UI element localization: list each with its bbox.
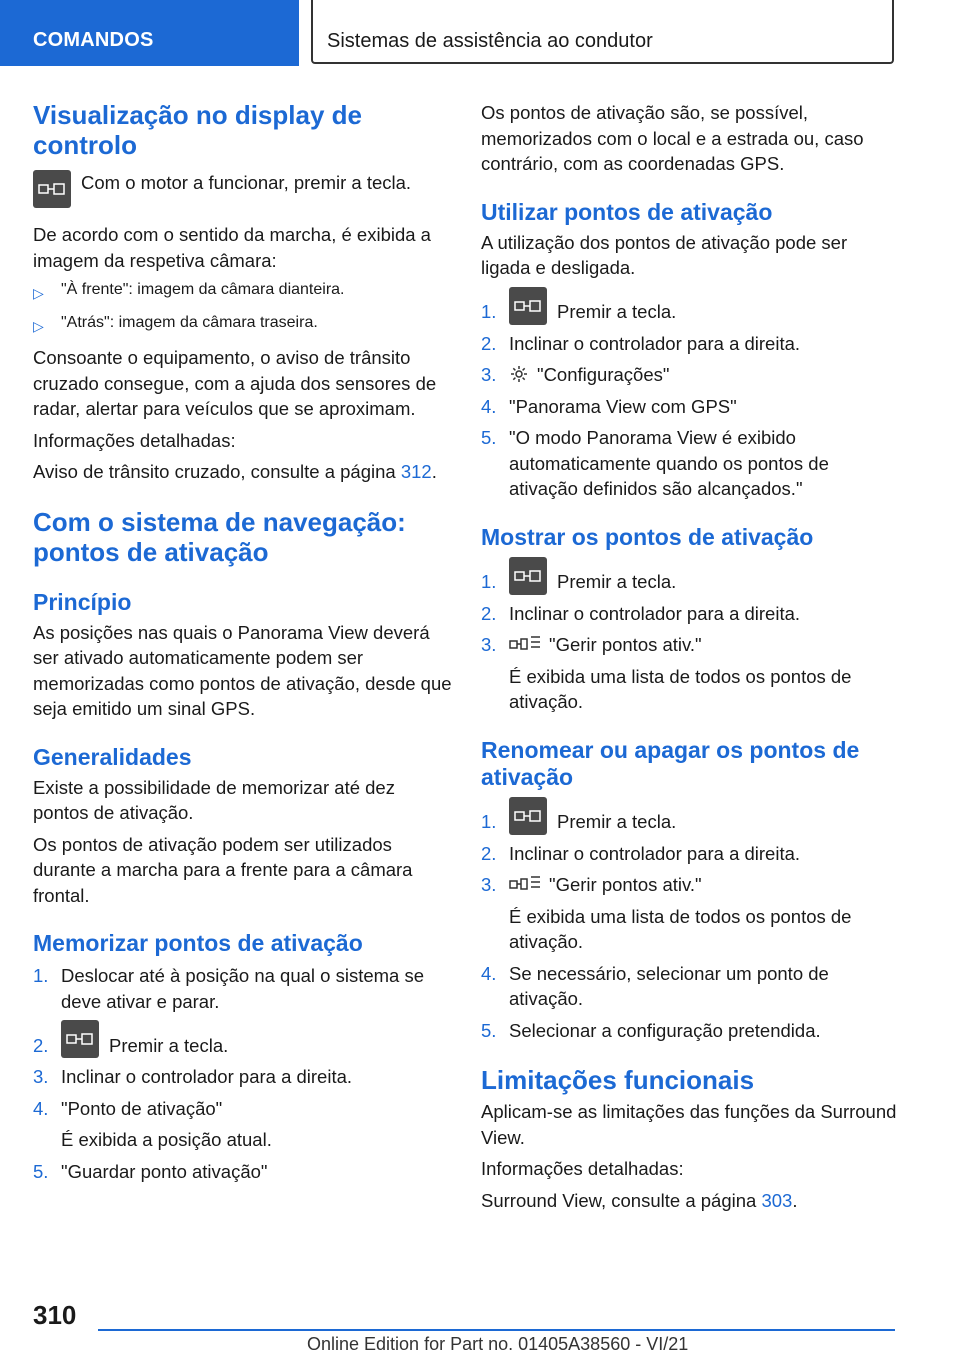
step-text: Premir a tecla. xyxy=(109,1034,229,1056)
list-item xyxy=(481,394,901,420)
step-subtext: É exibida uma lista de todos os pontos de ativação. xyxy=(509,665,852,712)
step-text: Premir a tecla. xyxy=(557,301,677,322)
camera-key-icon xyxy=(33,170,71,208)
generalidades-text-1: Existe a possibilidade de memorizar até dez pontos de ativação. xyxy=(33,776,395,823)
bullet-item xyxy=(33,281,453,306)
triangle-bullet-icon: ▷ xyxy=(33,318,44,334)
top-text: Os pontos de ativação são, se possível, memorizados com o local e a estrada ou, caso contrário, com as coordenadas GPS. xyxy=(481,102,864,174)
camera-key-icon xyxy=(509,557,547,595)
step-text: Inclinar o controlador para a direita. xyxy=(509,332,801,354)
step-text: Selecionar a configuração pretendida. xyxy=(509,1019,821,1041)
step-text: Premir a tecla. xyxy=(557,571,677,592)
step-number: 2. xyxy=(481,842,497,864)
list-item xyxy=(33,963,453,1014)
camera-list-icon xyxy=(509,874,541,894)
step-text: "Gerir pontos ativ." xyxy=(549,634,702,655)
utilizar-text: A utilização dos pontos de ativação pode ser ligada e desligada. xyxy=(481,231,848,278)
heading-memorizar: Memorizar pontos de ativação xyxy=(33,930,363,956)
camera-key-icon xyxy=(61,1020,99,1058)
step-text: Inclinar o controlador para a direita. xyxy=(61,1066,353,1087)
aviso-text: Aviso de trânsito cruzado, consulte a página 312. xyxy=(33,461,437,482)
step-number: 3. xyxy=(33,1066,49,1087)
heading-mostrar: Mostrar os pontos de ativação xyxy=(481,523,814,550)
step-text: "O modo Panorama View é exibido automaticamente quando os pontos de ativação definidos são alcançados." xyxy=(509,427,829,499)
edition-text: Online Edition for Part no. 01405A38560 - VI/21 xyxy=(307,1334,689,1354)
list-item xyxy=(481,797,901,835)
step-text: Inclinar o controlador para a direita. xyxy=(509,842,801,864)
footer-rule xyxy=(98,1329,895,1331)
step-number: 2. xyxy=(33,1034,49,1056)
chapter-tab xyxy=(0,0,299,66)
list-item xyxy=(33,1159,453,1185)
bullet-item xyxy=(33,314,453,339)
step-text: "Ponto de ativação" xyxy=(61,1097,223,1119)
camera-list-icon xyxy=(509,634,541,654)
step-text: "Gerir pontos ativ." xyxy=(549,874,702,895)
list-item xyxy=(481,841,901,867)
gear-icon xyxy=(509,364,529,384)
step-subtext: É exibida uma lista de todos os pontos de ativação. xyxy=(509,905,852,952)
step-number: 3. xyxy=(481,874,497,895)
surround-text: Surround View, consulte a página 303. xyxy=(481,1189,798,1211)
info-text: Informações detalhadas: xyxy=(481,1158,684,1179)
limitacoes-text: Aplicam-se as limitações das funções da Surround View. xyxy=(481,1101,897,1148)
aviso-label: Aviso de trânsito cruzado, consulte a página xyxy=(33,461,396,482)
heading-principio: Princípio xyxy=(33,588,132,615)
step-number: 3. xyxy=(481,634,497,655)
chapter-label: COMANDOS xyxy=(33,29,154,51)
heading-utilizar: Utilizar pontos de ativação xyxy=(481,198,773,225)
generalidades-text-2: Os pontos de ativação podem ser utilizados durante a marcha para a frente para a câmara frontal. xyxy=(33,833,413,906)
consoante-text: Consoante o equipamento, o aviso de trânsito cruzado consegue, com a ajuda dos sensores de radar, alertar para veículos que se aproximam. xyxy=(33,347,437,419)
step-subtext: É exibida a posição atual. xyxy=(61,1129,272,1150)
step-number: 5. xyxy=(481,1019,497,1041)
step-text: Deslocar até à posição na qual o sistema se deve ativar e parar. xyxy=(61,965,425,1012)
principio-text: As posições nas quais o Panorama View deverá ser ativado automaticamente podem ser memorizadas como pontos de ativação, desde que seja emitido um sinal GPS. xyxy=(33,621,452,719)
list-item xyxy=(481,287,901,325)
step-number: 4. xyxy=(33,1097,49,1119)
heading-display: Visualização no display de controlo xyxy=(33,100,362,160)
section-tab xyxy=(311,0,894,64)
page-link-303[interactable]: 303 xyxy=(761,1189,793,1211)
list-item xyxy=(481,632,901,658)
step-number: 2. xyxy=(481,332,497,354)
step-number: 1. xyxy=(33,965,49,986)
step-text: Se necessário, selecionar um ponto de ativação. xyxy=(509,962,829,1009)
list-item xyxy=(481,362,901,388)
step-number: 4. xyxy=(481,962,497,984)
step-number: 1. xyxy=(481,571,497,592)
step-text: "Configurações" xyxy=(537,364,670,385)
list-item xyxy=(481,331,901,357)
page-link-312[interactable]: 312 xyxy=(400,461,432,482)
list-item xyxy=(33,1020,453,1058)
camera-key-icon xyxy=(509,287,547,325)
motor-instruction xyxy=(33,170,453,208)
step-text: Premir a tecla. xyxy=(557,811,677,832)
step-number: 3. xyxy=(481,364,497,385)
list-item xyxy=(481,961,901,1012)
left-column xyxy=(33,100,453,1184)
step-number: 5. xyxy=(481,427,497,448)
right-column xyxy=(481,100,901,1213)
list-item xyxy=(481,872,901,898)
step-number: 1. xyxy=(481,811,497,832)
list-item xyxy=(481,425,901,502)
step-number: 5. xyxy=(33,1160,49,1182)
step-text: Inclinar o controlador para a direita. xyxy=(509,602,801,624)
acordo-text: De acordo com o sentido da marcha, é exibida a imagem da respetiva câmara: xyxy=(33,224,431,271)
camera-key-icon xyxy=(509,797,547,835)
page-number: 310 xyxy=(33,1300,77,1330)
list-item xyxy=(481,601,901,627)
surround-label: Surround View, consulte a página xyxy=(481,1189,757,1211)
bullet-text: "À frente": imagem da câmara dianteira. xyxy=(61,281,345,298)
list-item xyxy=(481,1018,901,1044)
list-item xyxy=(33,1064,453,1090)
step-number: 2. xyxy=(481,602,497,624)
heading-limitacoes: Limitações funcionais xyxy=(481,1065,755,1095)
section-title: Sistemas de assistência ao condutor xyxy=(327,30,653,52)
triangle-bullet-icon: ▷ xyxy=(33,285,44,301)
list-item xyxy=(481,557,901,595)
motor-text: Com o motor a funcionar, premir a tecla. xyxy=(81,172,412,193)
step-text: "Guardar ponto ativação" xyxy=(61,1160,268,1182)
step-text: "Panorama View com GPS" xyxy=(509,395,737,417)
heading-generalidades: Generalidades xyxy=(33,743,192,770)
heading-navegacao: Com o sistema de navegação: pontos de ativação xyxy=(33,506,406,567)
heading-renomear: Renomear ou apagar os pontos de ativação xyxy=(481,736,860,790)
step-number: 1. xyxy=(481,301,497,322)
list-item xyxy=(33,1096,453,1122)
bullet-text: "Atrás": imagem da câmara traseira. xyxy=(61,314,318,331)
step-number: 4. xyxy=(481,395,497,417)
info-text: Informações detalhadas: xyxy=(33,429,236,451)
